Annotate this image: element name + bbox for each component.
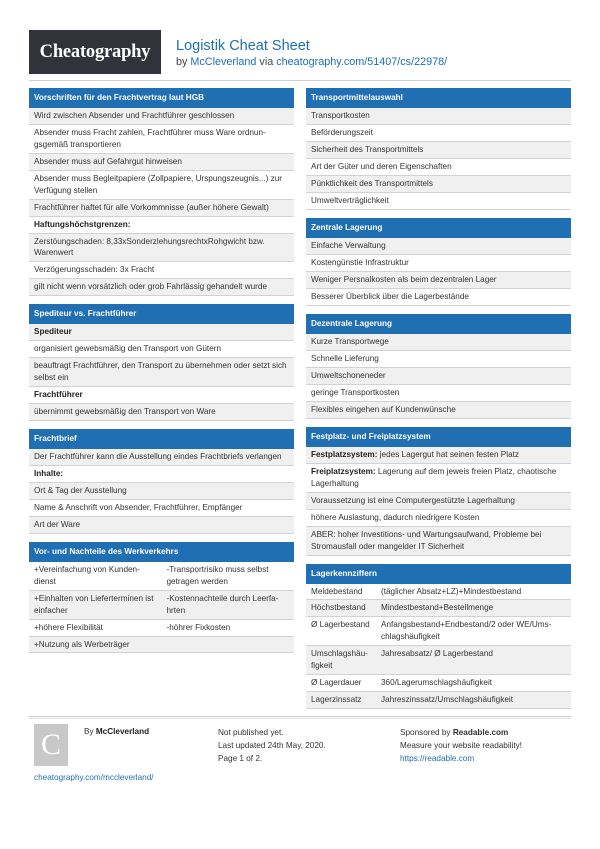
section-title: Vorschriften für den Frachtvertrag laut HGB (29, 88, 294, 108)
section-vorschriften (29, 88, 294, 296)
author-profile-link[interactable]: cheatography.com/mccleverland/ (34, 773, 154, 782)
list-item: Voraussetzung ist eine Computergestützte Lagerhaltung (306, 493, 571, 510)
section-title: Dezentrale Lagerung (306, 314, 571, 334)
list-item: Name & Anschrift von Absender, Frachtführer, Empfänger (29, 500, 294, 517)
sponsor-line (400, 726, 522, 739)
footer-divider (29, 718, 571, 719)
section-title: Vor- und Nachteile des Werkverkehrs (29, 542, 294, 562)
table-cell: 360/Lagerumschlagshäufigkeit (376, 674, 571, 691)
table-row (29, 636, 294, 653)
table-row (306, 646, 571, 675)
section-festplatz (306, 427, 571, 556)
list-item: Absender muss auf Gefahrgut hinweisen (29, 154, 294, 171)
list-item: ABER: hoher Investitions- und Wartungsaufwand, Probleme bei Stromausfall oder mangelder IT Sicherheit (306, 527, 571, 556)
table-cell: Ø Lagerbestand (306, 617, 376, 646)
sponsor-prefix: Sponsored by (400, 728, 451, 737)
table-cell: -Transportrisiko muss selbst getragen werden (162, 562, 295, 590)
subheading: Frachtführer (29, 387, 294, 404)
list-item: Transportkosten (306, 108, 571, 125)
table-row (306, 691, 571, 708)
list-item: beauftragt Frachtführer, den Transport zu übernehmen oder setzt sich selbst ein (29, 358, 294, 387)
sponsor-link[interactable]: https://readable.com (400, 754, 475, 764)
byline-by: by (176, 56, 188, 68)
section-lagerkennziffern (306, 564, 571, 709)
sponsor-name[interactable]: Readable.com (452, 728, 509, 737)
byline (176, 55, 447, 71)
section-title: Frachtbrief (29, 429, 294, 449)
section-spediteur (29, 304, 294, 421)
list-item: übernimmt gewebsmäßig den Transport von Ware (29, 404, 294, 421)
list-item: Weniger Persnalkosten als beim dezentralen Lager (306, 272, 571, 289)
list-item: Schnelle Lieferung (306, 351, 571, 368)
table-cell: Jahresabsatz/ Ø Lagerbestand (376, 646, 571, 675)
table-row (306, 617, 571, 646)
byline-via: via (259, 56, 274, 68)
kennziffern-table (306, 584, 571, 709)
list-item: Sicherheit des Transportmittels (306, 142, 571, 159)
subheading: Spediteur (29, 324, 294, 341)
section-title: Festplatz- und Freiplatzsystem (306, 427, 571, 447)
page-number: Page 1 of 2. (218, 754, 263, 764)
list-item: Umweltschoneneder (306, 368, 571, 385)
section-title: Zentrale Lagerung (306, 218, 571, 238)
list-item: Kurze Transportwege (306, 334, 571, 351)
term-label: Festplatzsystem: (311, 450, 378, 459)
list-item: Wird zwischen Absender und Frachtführer geschlossen (29, 108, 294, 125)
list-item: geringe Transportkosten (306, 385, 571, 402)
list-item (306, 447, 571, 464)
table-cell: Ø Lagerdauer (306, 674, 376, 691)
list-item: Absender muss Fracht zahlen, Frachtführer muss Ware ordnungsgemäß transportieren (29, 125, 294, 154)
table-cell: Lagerzinssatz (306, 691, 376, 708)
list-item: Zerstöungschaden: 8,33xSonderzlehungsrechtxRohgwicht bzw. Warenwert (29, 234, 294, 263)
list-item: höhere Auslastung, dadurch niedrigere Kosten (306, 510, 571, 527)
list-item: Beförderungszeit (306, 125, 571, 142)
header-divider (29, 80, 571, 81)
list-item: Frachtführer haftet für alle Vorkommnisse (außer höhere Gewalt) (29, 200, 294, 217)
left-column (29, 88, 294, 661)
cheatography-logo[interactable]: Cheatography (29, 30, 161, 74)
footer-author (84, 726, 149, 738)
table-row (29, 619, 294, 636)
table-cell (162, 636, 295, 653)
table-cell: Höchstbestand (306, 600, 376, 617)
list-item: Der Frachtführer kann die Ausstellung eindes Frachtbriefs verlangen (29, 449, 294, 466)
subheading: Haftungshöchstgrenzen: (29, 217, 294, 234)
table-cell: -höhrer Fixkosten (162, 619, 295, 636)
table-cell: Jahreszinssatz/Umschlagshäufigkeit (376, 691, 571, 708)
section-transportmittel (306, 88, 571, 210)
list-item: Verzögerungsschaden: 3x Fracht (29, 262, 294, 279)
footer-by-label: By (84, 727, 94, 736)
table-cell: Umschlagshäufigkeit (306, 646, 376, 675)
term-text: Lagerung auf dem jeweis freien Platz, chaotische Lagerhaltung (311, 467, 557, 488)
sheet-url-link[interactable]: cheatography.com/51407/cs/22978/ (276, 56, 448, 68)
table-row (306, 674, 571, 691)
pros-cons-table (29, 562, 294, 653)
table-cell: +Einhalten von Lieferterminen ist einfacher (29, 590, 162, 619)
list-item: Absender muss Begleitpapiere (Zollpapiere, Urspungszeugnis...) zur Verfügung stellen (29, 171, 294, 200)
list-item: gilt nicht wenn vorsätzlich oder grob Fahrlässig gehandelt wurde (29, 279, 294, 296)
list-item: Pünktlichkeit des Transportmittels (306, 176, 571, 193)
list-item: Flexibles eingehen auf Kundenwünsche (306, 402, 571, 419)
table-row (29, 590, 294, 619)
table-row (29, 562, 294, 590)
section-title: Lagerkennziffern (306, 564, 571, 584)
list-item: Ort & Tag der Ausstellung (29, 483, 294, 500)
footer-divider (29, 716, 571, 717)
table-cell: -Kostennachteile durch Leerfahrten (162, 590, 295, 619)
table-cell: (täglicher Absatz+LZ)+Mindestbestand (376, 584, 571, 600)
term-text: jedes Lagergut hat seinen festen Platz (377, 450, 519, 459)
section-dezentrale-lagerung (306, 314, 571, 419)
list-item: Kostengünstie Infrastruktur (306, 255, 571, 272)
subheading: Inhalte: (29, 466, 294, 483)
table-row (306, 600, 571, 617)
table-cell: +Vereinfachung von Kundendienst (29, 562, 162, 590)
list-item: Besserer Überblick über die Lagerbestände (306, 289, 571, 306)
table-cell: Anfangsbestand+Endbestand/2 oder WE/Umschlagshäufigkeit (376, 617, 571, 646)
last-updated: Last updated 24th May, 2020. (218, 741, 326, 751)
section-title: Spediteur vs. Frachtführer (29, 304, 294, 324)
list-item: Umweltverträglichkeit (306, 193, 571, 210)
footer-author-name[interactable]: McCleverland (95, 727, 150, 736)
section-werkverkehr (29, 542, 294, 653)
published-status: Not published yet. (218, 728, 284, 737)
table-cell: Mindestbestand+Bestellmenge (376, 600, 571, 617)
footer-meta (218, 726, 326, 765)
sponsor-tagline: Measure your website readability! (400, 741, 522, 751)
avatar[interactable]: C (34, 724, 68, 766)
list-item: Art der Güter und deren Eigenschaften (306, 159, 571, 176)
author-link[interactable]: McCleverland (190, 56, 257, 68)
footer-sponsor (400, 726, 522, 765)
page-title: Logistik Cheat Sheet (176, 38, 310, 54)
list-item: organisiert gewebsmäßig den Transport von Gütern (29, 341, 294, 358)
term-label: Freiplatzsystem: (311, 467, 376, 476)
section-frachtbrief (29, 429, 294, 534)
table-cell: Meldebestand (306, 584, 376, 600)
table-cell: +höhere Flexibilität (29, 619, 162, 636)
list-item: Einfache Verwaltung (306, 238, 571, 255)
list-item: Art der Ware (29, 517, 294, 534)
list-item (306, 464, 571, 493)
right-column (306, 88, 571, 717)
section-title: Transportmittelauswahl (306, 88, 571, 108)
table-row (306, 584, 571, 600)
section-zentrale-lagerung (306, 218, 571, 306)
table-cell: +Nutzung als Werbeträger (29, 636, 162, 653)
